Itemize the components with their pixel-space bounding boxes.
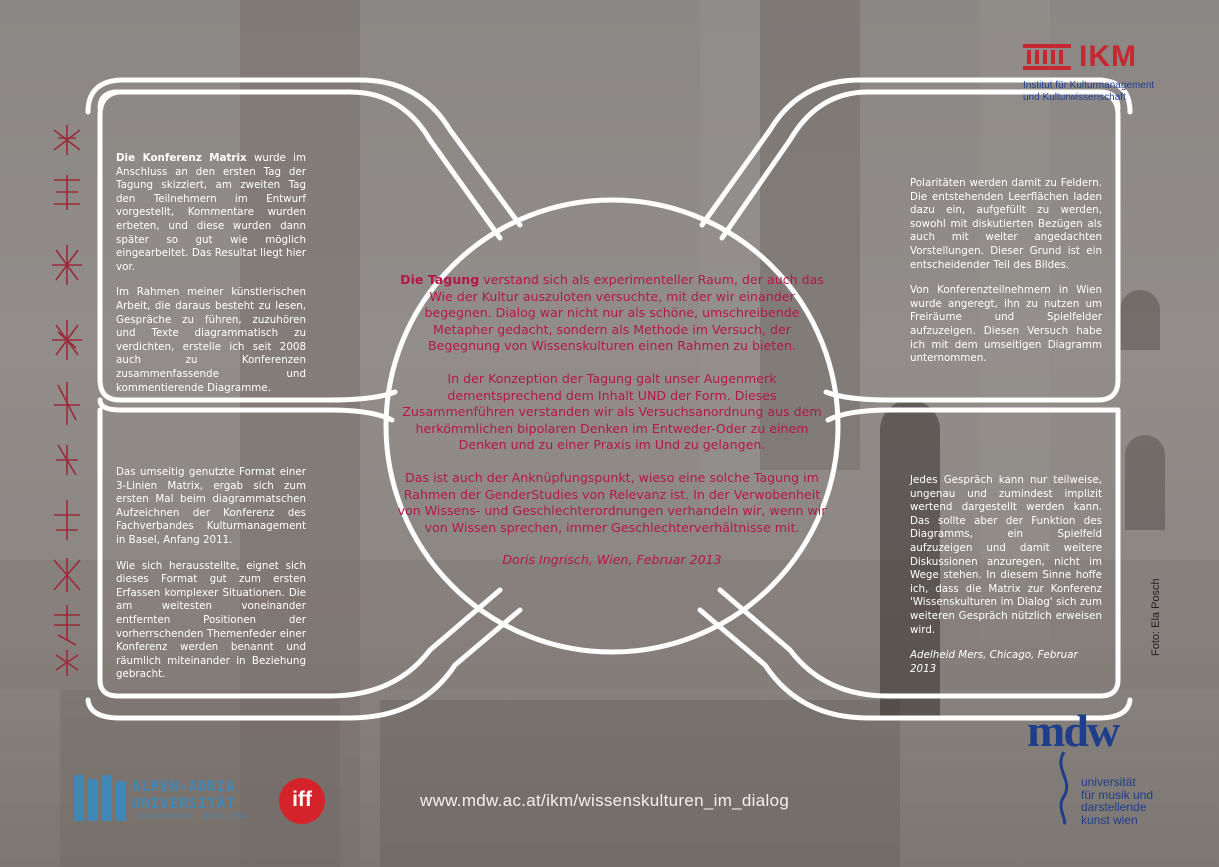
mdw-line3: darstellende [1081, 800, 1147, 815]
ikm-subtitle-line2: und Kulturwissenschaft [1023, 92, 1126, 103]
center-p1: verstand sich als experimenteller Raum, der auch das Wie der Kultur auszuloten versuchte, mit der wir einander begegnen. Dialog war nicht nur als schöne, umschreibende Metapher gedacht, sondern als Methode im Versuch, der Begegnung von Wissenskulturen einen Rahmen zu bieten. [424, 272, 824, 354]
left-top-p2: Im Rahmen meiner künstlerischen Arbeit, die daraus besteht zu lesen, Gespräche zu führen, zuzuhören und Texte diagrammatisch zu verdichten, erstelle ich seit 2008 auch zu Konferenzen zusammenfassende und kommentierende Diagramme. [116, 286, 306, 394]
center-text [396, 272, 828, 585]
center-p2: In der Konzeption der Tagung galt unser Augenmerk dementsprechend dem Inhalt UND der Form. Dieses Zusammenführen verstanden wir als Versuchsanordnung aus dem herkömmlichen bipolaren Denken im Entweder-Oder zu einem Denken und zu einer Praxis im Und zu gelangen. [402, 370, 822, 453]
left-top-text [116, 152, 306, 407]
left-top-bold: Die Konferenz Matrix [116, 152, 247, 164]
mdw-swirl-icon [1051, 750, 1077, 826]
right-top-text [910, 177, 1102, 378]
aau-name-line2: UNIVERSITÄT [132, 796, 236, 812]
ikm-wordmark: IKM [1079, 40, 1137, 73]
aau-name [132, 779, 236, 813]
left-bottom-text [116, 466, 306, 694]
iff-logo: iff [279, 778, 325, 824]
ikm-subtitle [1023, 80, 1154, 104]
aau-logo [74, 773, 274, 823]
right-top-p2: Von Konferenzteilnehmern in Wien wurde angeregt, ihn zu nutzen um Freiräume und Spielfelder aufzuzeigen. Diesen Versuch habe ich mit dem umseitigen Diagramm unternommen. [910, 284, 1102, 365]
left-top-p1: wurde im Anschluss an den ersten Tag der Tagung skizziert, am zweiten Tag den Teilnehmern im Entwurf vorgestellt, Kommentare wurden erbeten, und diese wurden dann später so gut wie möglich eingearbeitet. Das Resultat liegt hier vor. [116, 152, 306, 273]
aau-cities: KLAGENFURT · WIEN GRAZ [138, 814, 251, 820]
center-signature: Doris Ingrisch, Wien, Februar 2013 [502, 552, 722, 568]
aau-mark-icon [74, 775, 126, 821]
mdw-line2: für musik und [1081, 787, 1154, 802]
ikm-mark-icon [1023, 42, 1073, 72]
website-url[interactable]: www.mdw.ac.at/ikm/wissenskulturen_im_dialog [420, 791, 790, 810]
mdw-logo [1025, 705, 1195, 830]
center-p3: Das ist auch der Anknüpfungspunkt, wieso eine solche Tagung im Rahmen der GenderStudies von Relevanz ist. In der Verwobenheit von Wissens- und Geschlechterordnungen verhandeln wir, wenn wir von Wissen sprechen, immer Geschlechterverhältnisse mit. [397, 469, 827, 535]
mdw-line1: universität [1081, 775, 1136, 789]
photo-credit: Foto: Ela Posch [1150, 578, 1162, 656]
aau-name-line1: ALPEN-ADRIA [132, 779, 236, 795]
ikm-subtitle-line1: Institut für Kulturmanagement [1023, 80, 1155, 91]
right-top-p1: Polaritäten werden damit zu Feldern. Die entstehenden Leerflächen laden dazu ein, aufgefüllt zu werden, sowohl mit diskutierten Bezügen als auch mit weiter angedachten Vorstellungen. Dieser Grund ist ein entscheidender Teil des Bildes. [910, 177, 1102, 271]
right-bottom-signature: Adelheid Mers, Chicago, Februar 2013 [910, 649, 1078, 675]
mdw-line4: kunst wien [1081, 812, 1138, 827]
right-bottom-text [910, 474, 1102, 688]
mdw-text [1081, 776, 1153, 826]
left-bottom-p2: Wie sich herausstellte, eignet sich dieses Format gut zum ersten Erfassen komplexer Situationen. Die am weitesten voneinander entfernten Positionen der vorherrschenden Themenfeder einer Konferenz werden benannt und räumlich miteinander in Beziehung gebracht. [116, 559, 306, 681]
left-bottom-p1: Das umseitig genutzte Format einer 3-Linien Matrix, ergab sich zum ersten Mal beim diagrammatschen Aufzeichnen der Konferenz des Fachverbandes Kulturmanagement in Basel, Anfang 2011. [116, 466, 306, 546]
center-highlight: Die Tagung [400, 272, 480, 287]
right-bottom-p1: Jedes Gespräch kann nur teilweise, ungenau und zumindest implizit wertend dargestellt werden kann. Das sollte aber der Funktion des Diagramms, ein Spielfeld aufzuzeigen und damit weitere Diskussionen anzuregen, nicht im Wege stehen. In diesem Sinne hoffe ich, dass die Matrix zur Konferenz 'Wissenskulturen im Dialog' sich zum weiteren Gespräch nützlich erweisen wird. [910, 474, 1102, 636]
mdw-letters: mdw [1027, 705, 1119, 756]
